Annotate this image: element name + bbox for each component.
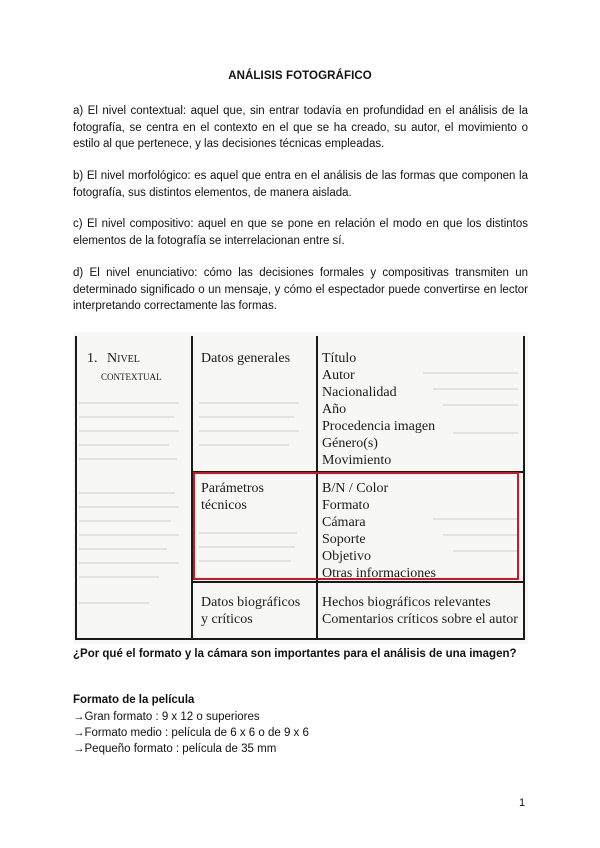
document-title: ANÁLISIS FOTOGRÁFICO: [228, 70, 372, 82]
table-level-subheading: contextual: [101, 368, 162, 383]
paragraph-enunciativo: d) El nivel enunciativo: cómo las decisiones formales y compositivas transmiten un determinado significado o un mensaje, y cómo el espectador puede convertirse en lector interpretando correctamente las formas.: [73, 267, 528, 312]
table-level-heading: 1. Nivel: [87, 351, 140, 366]
paragraph-contextual: a) El nivel contextual: aquel que, sin entrar todavía en profundidad en el análisis de la fotografía, se centra en el contexto en el que se ha creado, su autor, el movimiento o estilo al que pertenece, y las decisiones técnicas empleadas.: [73, 105, 528, 150]
row-items-parametros-tecnicos: B/N / Color Formato Cámara Soporte Objetivo Otras informaciones: [322, 481, 436, 581]
paragraph-morfologico: b) El nivel morfológico: es aquel que entra en el análisis de las formas que componen la fotografía, sus distintos elementos, de manera aislada.: [73, 170, 528, 199]
subheading-formato: Formato de la película: [73, 694, 195, 706]
highlight-box: [193, 472, 519, 580]
row-items-datos-biograficos: Hechos biográficos relevantes Comentarios críticos sobre el autor: [322, 595, 518, 627]
list-item: →Pequeño formato : película de 35 mm: [73, 743, 277, 755]
list-item: →Gran formato : 9 x 12 o superiores: [73, 711, 260, 723]
scanned-table-image: [73, 332, 528, 644]
paragraph-compositivo: c) El nivel compositivo: aquel en que se pone en relación el modo en que los distintos elementos de la fotografía se interrelacionan entre sí.: [73, 218, 528, 247]
row-label-datos-biograficos: Datos biográficos y críticos: [201, 595, 301, 627]
row-label-datos-generales: Datos generales: [201, 351, 291, 366]
question-heading: ¿Por qué el formato y la cámara son importantes para el análisis de una imagen?: [73, 648, 517, 660]
list-item: →Formato medio : película de 6 x 6 o de 9 x 6: [73, 727, 309, 739]
page-number: 1: [519, 797, 526, 809]
row-items-datos-generales: Título Autor Nacionalidad Año Procedencia imagen Género(s) Movimiento: [322, 351, 436, 468]
row-label-parametros-tecnicos: Parámetros técnicos: [201, 481, 264, 513]
